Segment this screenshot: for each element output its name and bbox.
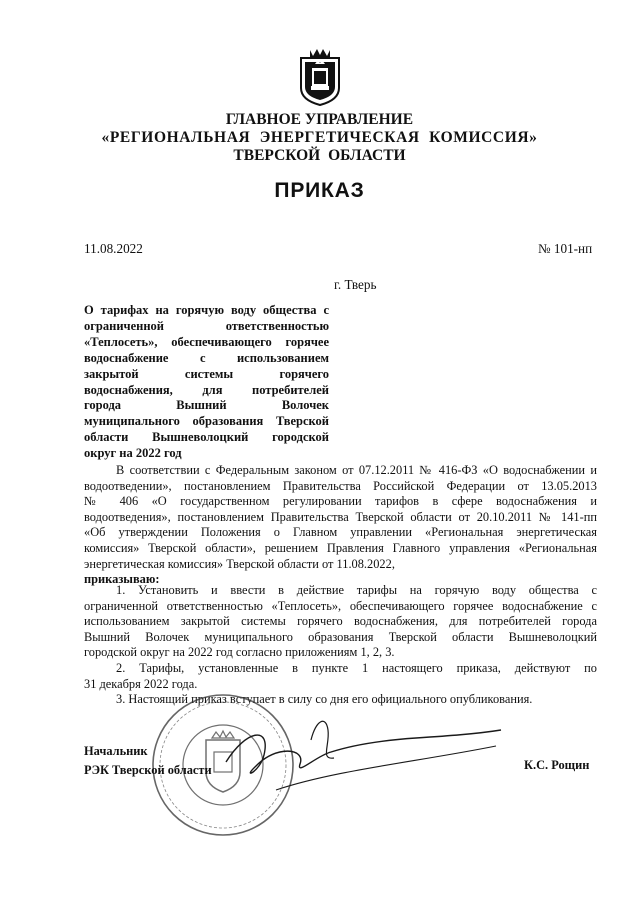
- subject-line: ограниченной ответственностью: [84, 318, 329, 333]
- handwritten-signature: [216, 700, 506, 800]
- order-line: Вышний Волочек муниципального образования Тверской области Вышневолоцкий: [84, 629, 597, 644]
- subject-line: закрытой системы горячего: [84, 366, 329, 381]
- signatory-position-line-2: РЭК Тверской области: [84, 763, 212, 777]
- preamble-line: «Об утверждении Положения о Главном управлении «Региональная энергетическая: [84, 525, 597, 540]
- org-name-line-3: ТВЕРСКОЙ ОБЛАСТИ: [233, 147, 406, 164]
- preamble-line: энергетическая комиссия» Тверской области от 11.08.2022,: [84, 556, 395, 571]
- order-word: приказываю:: [84, 572, 160, 587]
- document-subject: [84, 303, 329, 462]
- order-line: 2. Тарифы, установленные в пункте 1 настоящего приказа, действуют по: [116, 660, 597, 675]
- signatory-position-line-1: Начальник: [84, 744, 148, 758]
- org-name-line-1: ГЛАВНОЕ УПРАВЛЕНИЕ: [225, 111, 414, 128]
- subject-line: муниципального образования Тверской: [84, 414, 329, 429]
- subject-line: области Вышневолоцкий городской: [84, 430, 329, 445]
- tver-coat-of-arms-icon: [298, 44, 342, 106]
- subject-line: города Вышний Волочек: [84, 398, 329, 413]
- document-date: 11.08.2022: [84, 241, 143, 256]
- preamble: [84, 463, 597, 588]
- preamble-line: комиссия» Тверской области», решением Правления Главного управления «Региональная: [84, 540, 597, 555]
- signatory-position: [84, 742, 212, 780]
- subject-line: водоснабжение с использованием: [84, 350, 329, 365]
- subject-line: «Теплосеть», обеспечивающего горячее: [84, 334, 329, 349]
- subject-line: О тарифах на горячую воду общества с: [84, 303, 329, 317]
- order-line: городской округ на 2022 год согласно приложениям 1, 2, 3.: [84, 645, 395, 660]
- org-name-line-2: «РЕГИОНАЛЬНАЯ ЭНЕРГЕТИЧЕСКАЯ КОМИССИЯ»: [101, 129, 538, 146]
- document-number: № 101-нп: [538, 241, 593, 256]
- signatory-name: К.С. Рощин: [524, 758, 590, 772]
- preamble-line: водоотведении», постановлением Правительства Российской Федерации от 13.05.2013: [84, 478, 597, 493]
- order-line: 3. Настоящий приказ вступает в силу со дня его официального опубликования.: [116, 692, 533, 707]
- preamble-line: В соответствии с Федеральным законом от 07.12.2011 № 416-ФЗ «О водоснабжении и: [116, 463, 597, 477]
- order-line: 31 декабря 2022 года.: [84, 676, 198, 691]
- preamble-line: водоотведения», постановлением Правительства Тверской области от 20.10.2011 № 141-пп: [84, 509, 597, 524]
- subject-line: водоснабжения, для потребителей: [84, 382, 329, 397]
- document-title: ПРИКАЗ: [274, 179, 365, 202]
- order-line: ограниченной ответственностью «Теплосеть», обеспечивающего горячее водоснабжение с: [84, 598, 597, 613]
- order-line: использованием закрытой системы горячего водоснабжения, для потребителей города: [84, 614, 597, 629]
- document-city: г. Тверь: [334, 277, 377, 292]
- preamble-line: № 406 «О государственном регулировании тарифов в сфере водоснабжения и: [84, 494, 597, 509]
- subject-line: округ на 2022 год: [84, 446, 182, 461]
- order-line: 1. Установить и ввести в действие тарифы на горячую воду общества с: [116, 583, 597, 597]
